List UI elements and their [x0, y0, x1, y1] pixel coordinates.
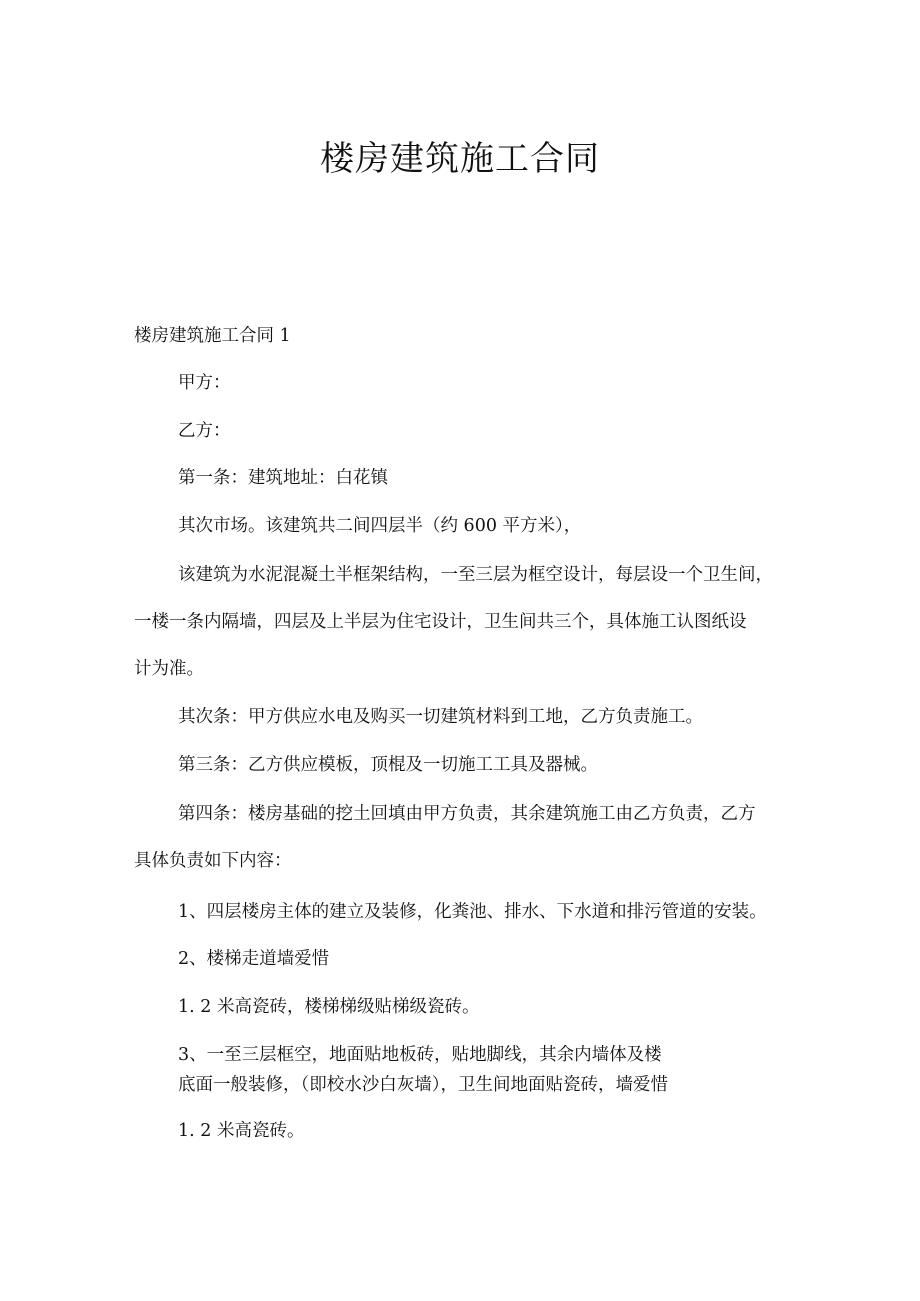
- list-item: 3、一至三层框空，地面贴地板砖，贴地脚线，其余内墙体及楼: [178, 1045, 662, 1065]
- paragraph-line: 其次市场。该建筑共二间四层半（约 600 平方米），: [178, 516, 582, 536]
- list-item-continuation: 1. 2 米高瓷砖，楼梯梯级贴梯级瓷砖。: [178, 997, 480, 1017]
- list-item-continuation: 1. 2 米高瓷砖。: [178, 1121, 305, 1141]
- party-a-line: 甲方：: [178, 373, 231, 393]
- article-3-line: 第三条：乙方供应模板，顶棍及一切施工工具及器械。: [178, 755, 598, 775]
- contract-subtitle: 楼房建筑施工合同 1: [134, 326, 291, 346]
- list-item: 2、楼梯走道墙爱惜: [178, 949, 330, 969]
- article-2-line: 其次条：甲方供应水电及购买一切建筑材料到工地，乙方负责施工。: [178, 707, 703, 727]
- party-b-line: 乙方：: [178, 421, 231, 441]
- article-4-line: 第四条：楼房基础的挖土回填由甲方负责，其余建筑施工由乙方负责，乙方: [178, 804, 756, 824]
- paragraph-line: 一楼一条内隔墙，四层及上半层为住宅设计，卫生间共三个，具体施工认图纸设: [134, 612, 747, 632]
- list-item: 1、四层楼房主体的建立及装修，化粪池、排水、下水道和排污管道的安装。: [178, 902, 767, 922]
- paragraph-line: 该建筑为水泥混凝土半框架结构，一至三层为框空设计，每层设一个卫生间，: [178, 565, 773, 585]
- list-item-continuation: 底面一般装修，（即校水沙白灰墙），卫生间地面贴瓷砖，墙爱惜: [178, 1075, 668, 1095]
- paragraph-line: 具体负责如下内容：: [134, 851, 292, 871]
- article-1-line: 第一条：建筑地址：白花镇: [178, 468, 388, 488]
- paragraph-line: 计为准。: [134, 659, 204, 679]
- document-title: 楼房建筑施工合同: [320, 139, 600, 179]
